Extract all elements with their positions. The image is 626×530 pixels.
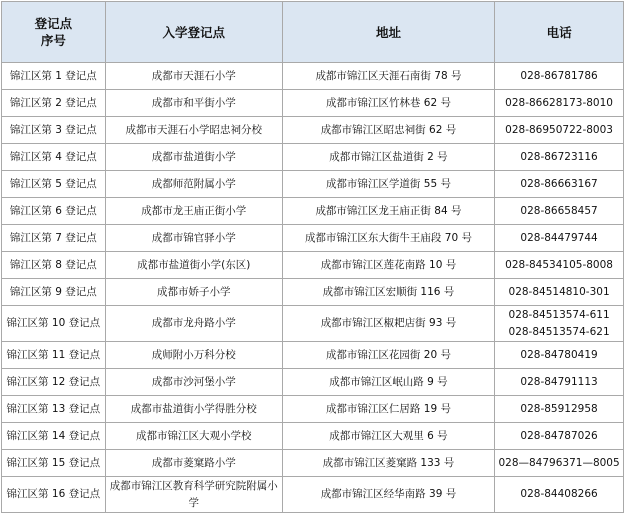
table-row xyxy=(2,252,623,278)
seq-cell: 锦江区第 3 登记点 xyxy=(2,117,105,143)
table-row xyxy=(2,90,623,116)
seq-cell: 锦江区第 14 登记点 xyxy=(2,423,105,449)
table-row xyxy=(2,306,623,341)
phone-cell: 028-86950722-8003 xyxy=(495,117,623,143)
header-row xyxy=(2,2,623,62)
address-cell: 成都市锦江区椒耙店街 93 号 xyxy=(283,306,494,341)
seq-cell: 锦江区第 4 登记点 xyxy=(2,144,105,170)
phone-cell: 028-84791113 xyxy=(495,369,623,395)
school-cell: 成都市龙舟路小学 xyxy=(106,306,282,341)
seq-cell: 锦江区第 15 登记点 xyxy=(2,450,105,476)
phone-line-2: 028-84513574-621 xyxy=(508,325,610,338)
address-cell: 成都市锦江区花园街 20 号 xyxy=(283,342,494,368)
table-row xyxy=(2,396,623,422)
header-phone: 电话 xyxy=(495,2,623,62)
address-cell: 成都市锦江区经华南路 39 号 xyxy=(283,477,494,512)
seq-cell: 锦江区第 2 登记点 xyxy=(2,90,105,116)
phone-cell: 028-84780419 xyxy=(495,342,623,368)
table-row xyxy=(2,63,623,89)
address-cell: 成都市锦江区仁居路 19 号 xyxy=(283,396,494,422)
school-cell: 成都市天涯石小学昭忠祠分校 xyxy=(106,117,282,143)
school-cell: 成都市天涯石小学 xyxy=(106,63,282,89)
header-seq xyxy=(2,2,105,62)
seq-cell: 锦江区第 13 登记点 xyxy=(2,396,105,422)
phone-cell: 028-86628173-8010 xyxy=(495,90,623,116)
school-cell: 成都市菱窠路小学 xyxy=(106,450,282,476)
seq-cell: 锦江区第 5 登记点 xyxy=(2,171,105,197)
address-cell: 成都市锦江区龙王庙正街 84 号 xyxy=(283,198,494,224)
table-row xyxy=(2,342,623,368)
phone-cell: 028-86663167 xyxy=(495,171,623,197)
table-row xyxy=(2,144,623,170)
school-cell: 成都市锦江区大观小学校 xyxy=(106,423,282,449)
phone-cell: 028-84514810-301 xyxy=(495,279,623,305)
address-cell: 成都市锦江区大观里 6 号 xyxy=(283,423,494,449)
seq-cell: 锦江区第 6 登记点 xyxy=(2,198,105,224)
address-cell: 成都市锦江区盐道街 2 号 xyxy=(283,144,494,170)
table-row xyxy=(2,225,623,251)
seq-cell: 锦江区第 7 登记点 xyxy=(2,225,105,251)
address-cell: 成都市锦江区菱窠路 133 号 xyxy=(283,450,494,476)
phone-cell: 028-85912958 xyxy=(495,396,623,422)
school-cell: 成都师范附属小学 xyxy=(106,171,282,197)
phone-cell: 028-86658457 xyxy=(495,198,623,224)
seq-cell: 锦江区第 12 登记点 xyxy=(2,369,105,395)
school-cell: 成都市龙王庙正街小学 xyxy=(106,198,282,224)
registration-table xyxy=(1,1,624,513)
address-cell: 成都市锦江区宏顺街 116 号 xyxy=(283,279,494,305)
school-cell: 成都市和平街小学 xyxy=(106,90,282,116)
phone-cell: 028—84796371—8005 xyxy=(495,450,623,476)
school-cell: 成都市锦江区教育科学研究院附属小学 xyxy=(106,477,282,512)
address-cell: 成都市锦江区昭忠祠街 62 号 xyxy=(283,117,494,143)
school-cell: 成都市盐道街小学得胜分校 xyxy=(106,396,282,422)
phone-cell: 028-84787026 xyxy=(495,423,623,449)
table-row xyxy=(2,279,623,305)
phone-cell xyxy=(495,306,623,341)
seq-cell: 锦江区第 9 登记点 xyxy=(2,279,105,305)
seq-cell: 锦江区第 11 登记点 xyxy=(2,342,105,368)
seq-cell: 锦江区第 16 登记点 xyxy=(2,477,105,512)
phone-cell: 028-84479744 xyxy=(495,225,623,251)
phone-cell: 028-86723116 xyxy=(495,144,623,170)
address-cell: 成都市锦江区竹林巷 62 号 xyxy=(283,90,494,116)
phone-line-1: 028-84513574-611 xyxy=(508,308,610,321)
table-row xyxy=(2,171,623,197)
header-seq-line1: 登记点 xyxy=(34,16,73,31)
header-school: 入学登记点 xyxy=(106,2,282,62)
phone-cell: 028-84534105-8008 xyxy=(495,252,623,278)
table-row xyxy=(2,117,623,143)
header-seq-line2: 序号 xyxy=(40,33,66,48)
seq-cell: 锦江区第 8 登记点 xyxy=(2,252,105,278)
school-cell: 成都市盐道街小学(东区) xyxy=(106,252,282,278)
school-cell: 成师附小万科分校 xyxy=(106,342,282,368)
header-address: 地址 xyxy=(283,2,494,62)
school-cell: 成都市盐道街小学 xyxy=(106,144,282,170)
phone-cell: 028-86781786 xyxy=(495,63,623,89)
school-cell: 成都市锦官驿小学 xyxy=(106,225,282,251)
address-cell: 成都市锦江区学道街 55 号 xyxy=(283,171,494,197)
seq-cell: 锦江区第 1 登记点 xyxy=(2,63,105,89)
table-row xyxy=(2,450,623,476)
phone-cell: 028-84408266 xyxy=(495,477,623,512)
school-cell: 成都市娇子小学 xyxy=(106,279,282,305)
address-cell: 成都市锦江区东大街牛王庙段 70 号 xyxy=(283,225,494,251)
address-cell: 成都市锦江区莲花南路 10 号 xyxy=(283,252,494,278)
table-row xyxy=(2,477,623,512)
address-cell: 成都市锦江区天涯石南街 78 号 xyxy=(283,63,494,89)
seq-cell: 锦江区第 10 登记点 xyxy=(2,306,105,341)
school-cell: 成都市沙河堡小学 xyxy=(106,369,282,395)
table-row xyxy=(2,198,623,224)
address-cell: 成都市锦江区岷山路 9 号 xyxy=(283,369,494,395)
table-row xyxy=(2,369,623,395)
table-row xyxy=(2,423,623,449)
